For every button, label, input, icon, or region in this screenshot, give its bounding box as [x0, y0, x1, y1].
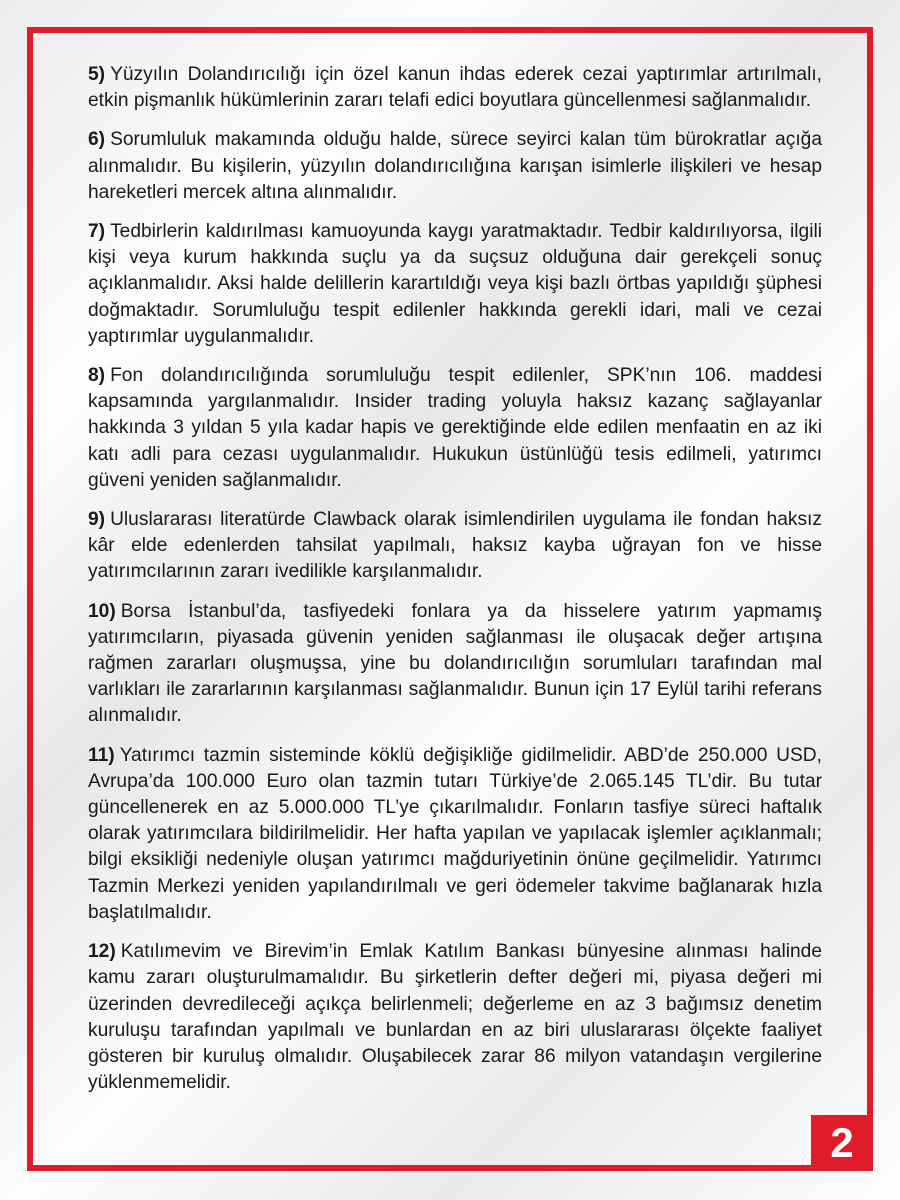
list-item — [88, 363, 822, 494]
item-number: 6) — [88, 129, 106, 151]
item-number: 5) — [88, 64, 106, 85]
item-number: 11) — [88, 744, 115, 766]
list-item — [88, 599, 822, 730]
item-text: Yatırımcı tazmin sisteminde köklü değişikliğe gidilmelidir. ABD’de 250.000 USD, Avrupa’da 100.000 Euro olan tazmin tutarı Türkiye’de 2.065.145 TL’dir. Bu tutar güncellenerek en az 5.000.000 TL’ye çıkarılmalıdır. Fonların tasfiye süreci haftalık olarak yatırımcılara bildirilmelidir. Her hafta yapılan ve yapılacak işlemler açıklanmalı; bilgi eksikliği nedeniyle oluşan yatırımcı mağduriyetinin önüne geçilmelidir. Yatırımcı Tazmin Merkezi yeniden yapılandırılmalı ve geri ödemeler takvime bağlanarak hızla başlatılmalıdır. — [88, 744, 822, 923]
item-text: Tedbirlerin kaldırılması kamuoyunda kaygı yaratmaktadır. Tedbir kaldırılıyorsa, ilgili kişi veya kurum hakkında suçlu ya da suçsuz olduğuna dair gerekçeli sonuç açıklanmalıdır. Aksi halde delillerin karartıldığı veya kişi bazlı örtbas yapıldığı şüphesi doğmaktadır. Sorumluluğu tespit edilenler hakkında gerekli idari, mali ve cezai yaptırımlar uygulanmalıdır. — [88, 221, 822, 347]
list-item — [88, 219, 822, 350]
document-body — [88, 62, 822, 1109]
item-text: Katılımevim ve Birevim’in Emlak Katılım Bankası bünyesine alınması halinde kamu zararı oluşturulmamalıdır. Bu şirketlerin defter değeri mi, piyasa değeri mi üzerinden devredileceği açıkça belirlenmeli; değerleme en az 3 bağımsız denetim kuruluşu tarafından yapılmalı ve bunlardan en az biri uluslararası ölçekte faaliyet gösteren bir kuruluş olmalıdır. Oluşabilecek zarar 86 milyon vatandaşın vergilerine yüklenmemelidir. — [88, 941, 822, 1094]
item-number: 10) — [88, 600, 116, 622]
item-number: 12) — [88, 941, 116, 963]
item-text: Uluslararası literatürde Clawback olarak isimlendirilen uygulama ile fondan haksız kâr elde edenlerden tahsilat yapılmalı, haksız kayba uğrayan fon ve hisse yatırımcılarının zararı ivedilikle karşılanmalıdır. — [88, 509, 822, 583]
list-item — [88, 743, 822, 926]
list-item — [88, 507, 822, 586]
page-number-badge — [811, 1115, 873, 1171]
item-text: Yüzyılın Dolandırıcılığı için özel kanun ihdas ederek cezai yaptırımlar artırılmalı, etkin pişmanlık hükümlerinin zararı telafi edici boyutlara güncellenmesi sağlanmalıdır. — [88, 64, 822, 112]
item-number: 8) — [88, 365, 106, 387]
item-text: Fon dolandırıcılığında sorumluluğu tespit edilenler, SPK’nın 106. maddesi kapsamında yargılanmalıdır. Insider trading yoluyla haksız kazanç sağlayanlar hakkında 3 yıldan 5 yıla kadar hapis ve gerektiğinde elde edilen menfaatin en az iki katı adli para cezası uygulanmalıdır. Hukukun üstünlüğü tesis edilmeli, yatırımcı güveni yeniden sağlanmalıdır. — [88, 365, 822, 491]
page-number: 2 — [830, 1119, 854, 1166]
item-number: 7) — [88, 221, 106, 243]
list-item — [88, 62, 822, 114]
item-text: Sorumluluk makamında olduğu halde, sürece seyirci kalan tüm bürokratlar açığa alınmalıdır. Bu kişilerin, yüzyılın dolandırıcılığına karışan isimlerle ilişkileri ve hesap hareketleri mercek altına alınmalıdır. — [88, 129, 822, 203]
list-item — [88, 939, 822, 1096]
list-item — [88, 127, 822, 206]
item-number: 9) — [88, 509, 106, 531]
item-text: Borsa İstanbul’da, tasfiyedeki fonlara ya da hisselere yatırım yapmamış yatırımcıların, piyasada güvenin yeniden sağlanması ile oluşacak değer artışına rağmen zararları oluşmuşsa, yine bu dolandırıcılığın sorumluları tarafından mal varlıkları ile zararlarının karşılanması sağlanmalıdır. Bunun için 17 Eylül tarihi referans alınmalıdır. — [88, 600, 822, 727]
